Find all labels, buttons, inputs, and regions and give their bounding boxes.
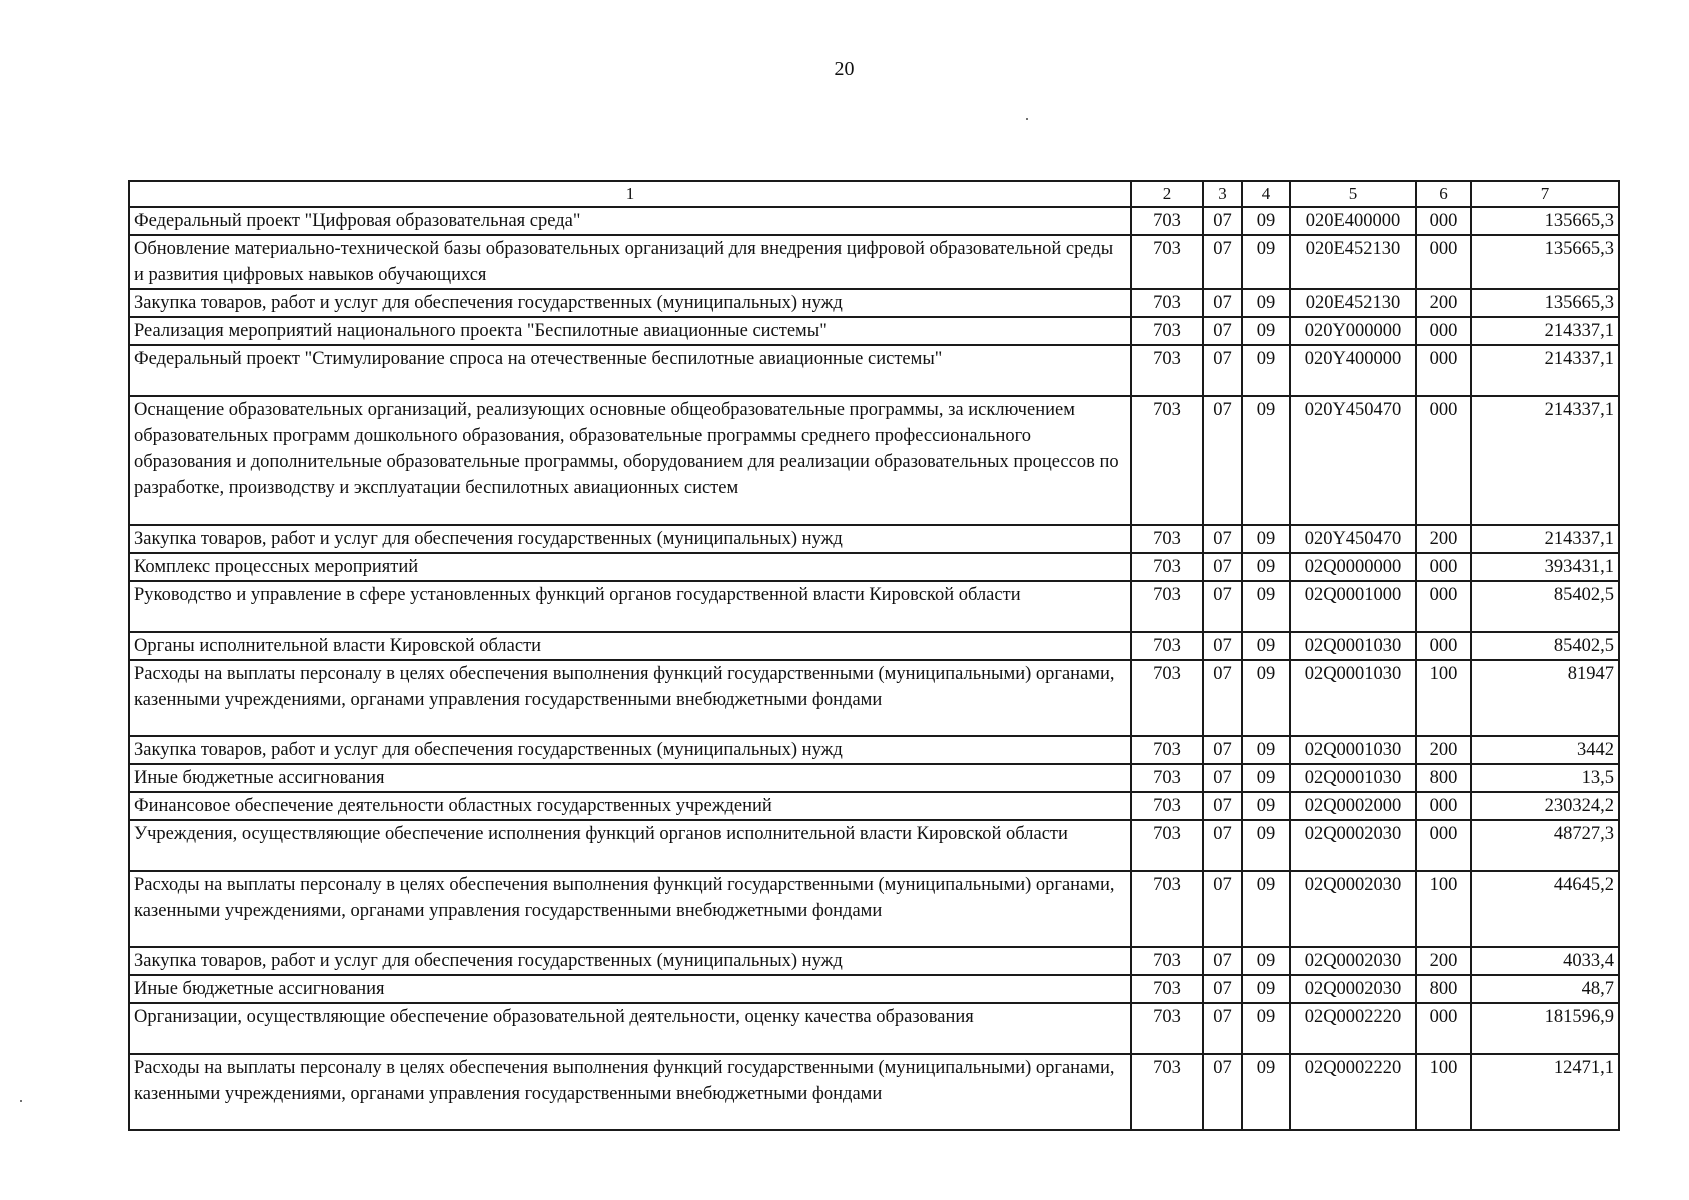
- code-5-cell: 02Q0001030: [1290, 764, 1416, 792]
- code-3-cell: 07: [1203, 396, 1242, 525]
- code-3-cell: 07: [1203, 820, 1242, 871]
- expense-name-cell: Учреждения, осуществляющие обеспечение исполнения функций органов исполнительной власти Кировской области: [129, 820, 1131, 871]
- code-2-cell: 703: [1131, 553, 1203, 581]
- code-3-cell: 07: [1203, 975, 1242, 1003]
- code-3-cell: 07: [1203, 947, 1242, 975]
- code-4-cell: 09: [1242, 1054, 1290, 1130]
- code-6-cell: 100: [1416, 1054, 1471, 1130]
- code-4-cell: 09: [1242, 820, 1290, 871]
- code-5-cell: 020E452130: [1290, 235, 1416, 289]
- table-row: [129, 525, 1619, 553]
- expense-name-cell: Иные бюджетные ассигнования: [129, 764, 1131, 792]
- code-4-cell: 09: [1242, 632, 1290, 660]
- amount-cell: 4033,4: [1471, 947, 1619, 975]
- code-5-cell: 02Q0000000: [1290, 553, 1416, 581]
- table-row: [129, 1054, 1619, 1130]
- expense-name-cell: Реализация мероприятий национального проекта "Беспилотные авиационные системы": [129, 317, 1131, 345]
- column-header: 1: [129, 181, 1131, 207]
- expense-name-cell: Закупка товаров, работ и услуг для обеспечения государственных (муниципальных) нужд: [129, 947, 1131, 975]
- table-row: [129, 207, 1619, 235]
- code-4-cell: 09: [1242, 525, 1290, 553]
- code-2-cell: 703: [1131, 660, 1203, 736]
- code-6-cell: 100: [1416, 660, 1471, 736]
- code-2-cell: 703: [1131, 525, 1203, 553]
- code-6-cell: 000: [1416, 820, 1471, 871]
- amount-cell: 13,5: [1471, 764, 1619, 792]
- code-6-cell: 000: [1416, 792, 1471, 820]
- table-row: [129, 553, 1619, 581]
- code-6-cell: 000: [1416, 235, 1471, 289]
- code-2-cell: 703: [1131, 764, 1203, 792]
- scan-speck: [1026, 118, 1028, 120]
- code-6-cell: 200: [1416, 289, 1471, 317]
- code-6-cell: 200: [1416, 525, 1471, 553]
- code-3-cell: 07: [1203, 1003, 1242, 1054]
- code-6-cell: 000: [1416, 581, 1471, 632]
- code-5-cell: 020E400000: [1290, 207, 1416, 235]
- code-2-cell: 703: [1131, 871, 1203, 947]
- code-5-cell: 02Q0001030: [1290, 660, 1416, 736]
- expense-name-cell: Федеральный проект "Стимулирование спроса на отечественные беспилотные авиационные системы": [129, 345, 1131, 396]
- expense-name-cell: Органы исполнительной власти Кировской области: [129, 632, 1131, 660]
- amount-cell: 135665,3: [1471, 235, 1619, 289]
- code-6-cell: 000: [1416, 345, 1471, 396]
- scan-speck: [20, 1100, 22, 1102]
- code-3-cell: 07: [1203, 764, 1242, 792]
- amount-cell: 214337,1: [1471, 317, 1619, 345]
- code-6-cell: 000: [1416, 553, 1471, 581]
- budget-table: [128, 180, 1620, 1131]
- code-5-cell: 02Q0002220: [1290, 1054, 1416, 1130]
- amount-cell: 85402,5: [1471, 581, 1619, 632]
- code-5-cell: 02Q0002030: [1290, 871, 1416, 947]
- code-4-cell: 09: [1242, 396, 1290, 525]
- amount-cell: 48727,3: [1471, 820, 1619, 871]
- amount-cell: 181596,9: [1471, 1003, 1619, 1054]
- code-4-cell: 09: [1242, 764, 1290, 792]
- table-row: [129, 581, 1619, 632]
- code-5-cell: 02Q0001000: [1290, 581, 1416, 632]
- code-3-cell: 07: [1203, 345, 1242, 396]
- expense-name-cell: Руководство и управление в сфере установленных функций органов государственной власти Кировской области: [129, 581, 1131, 632]
- amount-cell: 393431,1: [1471, 553, 1619, 581]
- page-number: 20: [834, 58, 855, 80]
- amount-cell: 214337,1: [1471, 396, 1619, 525]
- code-5-cell: 02Q0001030: [1290, 736, 1416, 764]
- expense-name-cell: Закупка товаров, работ и услуг для обеспечения государственных (муниципальных) нужд: [129, 525, 1131, 553]
- table-row: [129, 660, 1619, 736]
- code-5-cell: 02Q0001030: [1290, 632, 1416, 660]
- code-4-cell: 09: [1242, 207, 1290, 235]
- expense-name-cell: Расходы на выплаты персоналу в целях обеспечения выполнения функций государственными (муниципальными) органами, казенными учреждениями, органами управления государственными внебюджетными фондами: [129, 871, 1131, 947]
- amount-cell: 81947: [1471, 660, 1619, 736]
- code-2-cell: 703: [1131, 396, 1203, 525]
- code-5-cell: 020Y450470: [1290, 396, 1416, 525]
- code-4-cell: 09: [1242, 660, 1290, 736]
- code-3-cell: 07: [1203, 207, 1242, 235]
- table-row: [129, 975, 1619, 1003]
- column-header: 7: [1471, 181, 1619, 207]
- code-2-cell: 703: [1131, 289, 1203, 317]
- code-5-cell: 02Q0002030: [1290, 820, 1416, 871]
- expense-name-cell: Закупка товаров, работ и услуг для обеспечения государственных (муниципальных) нужд: [129, 736, 1131, 764]
- code-2-cell: 703: [1131, 975, 1203, 1003]
- expense-name-cell: Расходы на выплаты персоналу в целях обеспечения выполнения функций государственными (муниципальными) органами, казенными учреждениями, органами управления государственными внебюджетными фондами: [129, 1054, 1131, 1130]
- code-3-cell: 07: [1203, 553, 1242, 581]
- code-5-cell: 02Q0002000: [1290, 792, 1416, 820]
- code-6-cell: 000: [1416, 1003, 1471, 1054]
- amount-cell: 230324,2: [1471, 792, 1619, 820]
- code-2-cell: 703: [1131, 792, 1203, 820]
- code-3-cell: 07: [1203, 289, 1242, 317]
- code-3-cell: 07: [1203, 871, 1242, 947]
- code-4-cell: 09: [1242, 289, 1290, 317]
- code-6-cell: 200: [1416, 736, 1471, 764]
- amount-cell: 85402,5: [1471, 632, 1619, 660]
- column-header: 2: [1131, 181, 1203, 207]
- code-2-cell: 703: [1131, 1054, 1203, 1130]
- code-3-cell: 07: [1203, 581, 1242, 632]
- code-5-cell: 020Y400000: [1290, 345, 1416, 396]
- code-5-cell: 02Q0002030: [1290, 947, 1416, 975]
- code-3-cell: 07: [1203, 525, 1242, 553]
- expense-name-cell: Обновление материально-технической базы образовательных организаций для внедрения цифровой образовательной среды и развития цифровых навыков обучающихся: [129, 235, 1131, 289]
- code-4-cell: 09: [1242, 581, 1290, 632]
- code-5-cell: 020Y000000: [1290, 317, 1416, 345]
- code-2-cell: 703: [1131, 736, 1203, 764]
- code-5-cell: 02Q0002030: [1290, 975, 1416, 1003]
- code-2-cell: 703: [1131, 317, 1203, 345]
- table-row: [129, 289, 1619, 317]
- column-header: 6: [1416, 181, 1471, 207]
- table-row: [129, 947, 1619, 975]
- code-5-cell: 02Q0002220: [1290, 1003, 1416, 1054]
- expense-name-cell: Закупка товаров, работ и услуг для обеспечения государственных (муниципальных) нужд: [129, 289, 1131, 317]
- code-3-cell: 07: [1203, 632, 1242, 660]
- code-2-cell: 703: [1131, 345, 1203, 396]
- table-row: [129, 871, 1619, 947]
- amount-cell: 214337,1: [1471, 525, 1619, 553]
- code-3-cell: 07: [1203, 235, 1242, 289]
- column-header: 5: [1290, 181, 1416, 207]
- code-2-cell: 703: [1131, 1003, 1203, 1054]
- table-row: [129, 820, 1619, 871]
- code-6-cell: 000: [1416, 317, 1471, 345]
- table-row: [129, 736, 1619, 764]
- amount-cell: 214337,1: [1471, 345, 1619, 396]
- code-6-cell: 800: [1416, 764, 1471, 792]
- code-4-cell: 09: [1242, 736, 1290, 764]
- code-4-cell: 09: [1242, 235, 1290, 289]
- code-6-cell: 800: [1416, 975, 1471, 1003]
- code-4-cell: 09: [1242, 975, 1290, 1003]
- code-4-cell: 09: [1242, 1003, 1290, 1054]
- code-6-cell: 000: [1416, 396, 1471, 525]
- code-4-cell: 09: [1242, 871, 1290, 947]
- table-header-row: [129, 181, 1619, 207]
- code-3-cell: 07: [1203, 660, 1242, 736]
- code-3-cell: 07: [1203, 792, 1242, 820]
- code-4-cell: 09: [1242, 317, 1290, 345]
- code-4-cell: 09: [1242, 553, 1290, 581]
- expense-name-cell: Иные бюджетные ассигнования: [129, 975, 1131, 1003]
- table-row: [129, 764, 1619, 792]
- expense-name-cell: Организации, осуществляющие обеспечение образовательной деятельности, оценку качества образования: [129, 1003, 1131, 1054]
- table-row: [129, 317, 1619, 345]
- code-3-cell: 07: [1203, 1054, 1242, 1130]
- code-3-cell: 07: [1203, 736, 1242, 764]
- code-5-cell: 020Y450470: [1290, 525, 1416, 553]
- code-4-cell: 09: [1242, 792, 1290, 820]
- code-2-cell: 703: [1131, 581, 1203, 632]
- code-5-cell: 020E452130: [1290, 289, 1416, 317]
- expense-name-cell: Расходы на выплаты персоналу в целях обеспечения выполнения функций государственными (муниципальными) органами, казенными учреждениями, органами управления государственными внебюджетными фондами: [129, 660, 1131, 736]
- table-row: [129, 396, 1619, 525]
- code-3-cell: 07: [1203, 317, 1242, 345]
- code-6-cell: 200: [1416, 947, 1471, 975]
- table-row: [129, 632, 1619, 660]
- code-4-cell: 09: [1242, 947, 1290, 975]
- code-2-cell: 703: [1131, 207, 1203, 235]
- expense-name-cell: Комплекс процессных мероприятий: [129, 553, 1131, 581]
- amount-cell: 135665,3: [1471, 207, 1619, 235]
- code-6-cell: 000: [1416, 207, 1471, 235]
- amount-cell: 48,7: [1471, 975, 1619, 1003]
- expense-name-cell: Федеральный проект "Цифровая образовательная среда": [129, 207, 1131, 235]
- column-header: 4: [1242, 181, 1290, 207]
- column-header: 3: [1203, 181, 1242, 207]
- code-6-cell: 100: [1416, 871, 1471, 947]
- amount-cell: 3442: [1471, 736, 1619, 764]
- code-4-cell: 09: [1242, 345, 1290, 396]
- code-2-cell: 703: [1131, 235, 1203, 289]
- expense-name-cell: Оснащение образовательных организаций, реализующих основные общеобразовательные программы, за исключением образовательных программ дошкольного образования, образовательные программы среднего профессионального образования и дополнительные образовательные программы, оборудованием для реализации образовательных процессов по разработке, производству и эксплуатации беспилотных авиационных систем: [129, 396, 1131, 525]
- table-row: [129, 792, 1619, 820]
- code-6-cell: 000: [1416, 632, 1471, 660]
- table-row: [129, 235, 1619, 289]
- code-2-cell: 703: [1131, 947, 1203, 975]
- amount-cell: 44645,2: [1471, 871, 1619, 947]
- amount-cell: 12471,1: [1471, 1054, 1619, 1130]
- expense-name-cell: Финансовое обеспечение деятельности областных государственных учреждений: [129, 792, 1131, 820]
- amount-cell: 135665,3: [1471, 289, 1619, 317]
- code-2-cell: 703: [1131, 820, 1203, 871]
- code-2-cell: 703: [1131, 632, 1203, 660]
- table-row: [129, 345, 1619, 396]
- table-row: [129, 1003, 1619, 1054]
